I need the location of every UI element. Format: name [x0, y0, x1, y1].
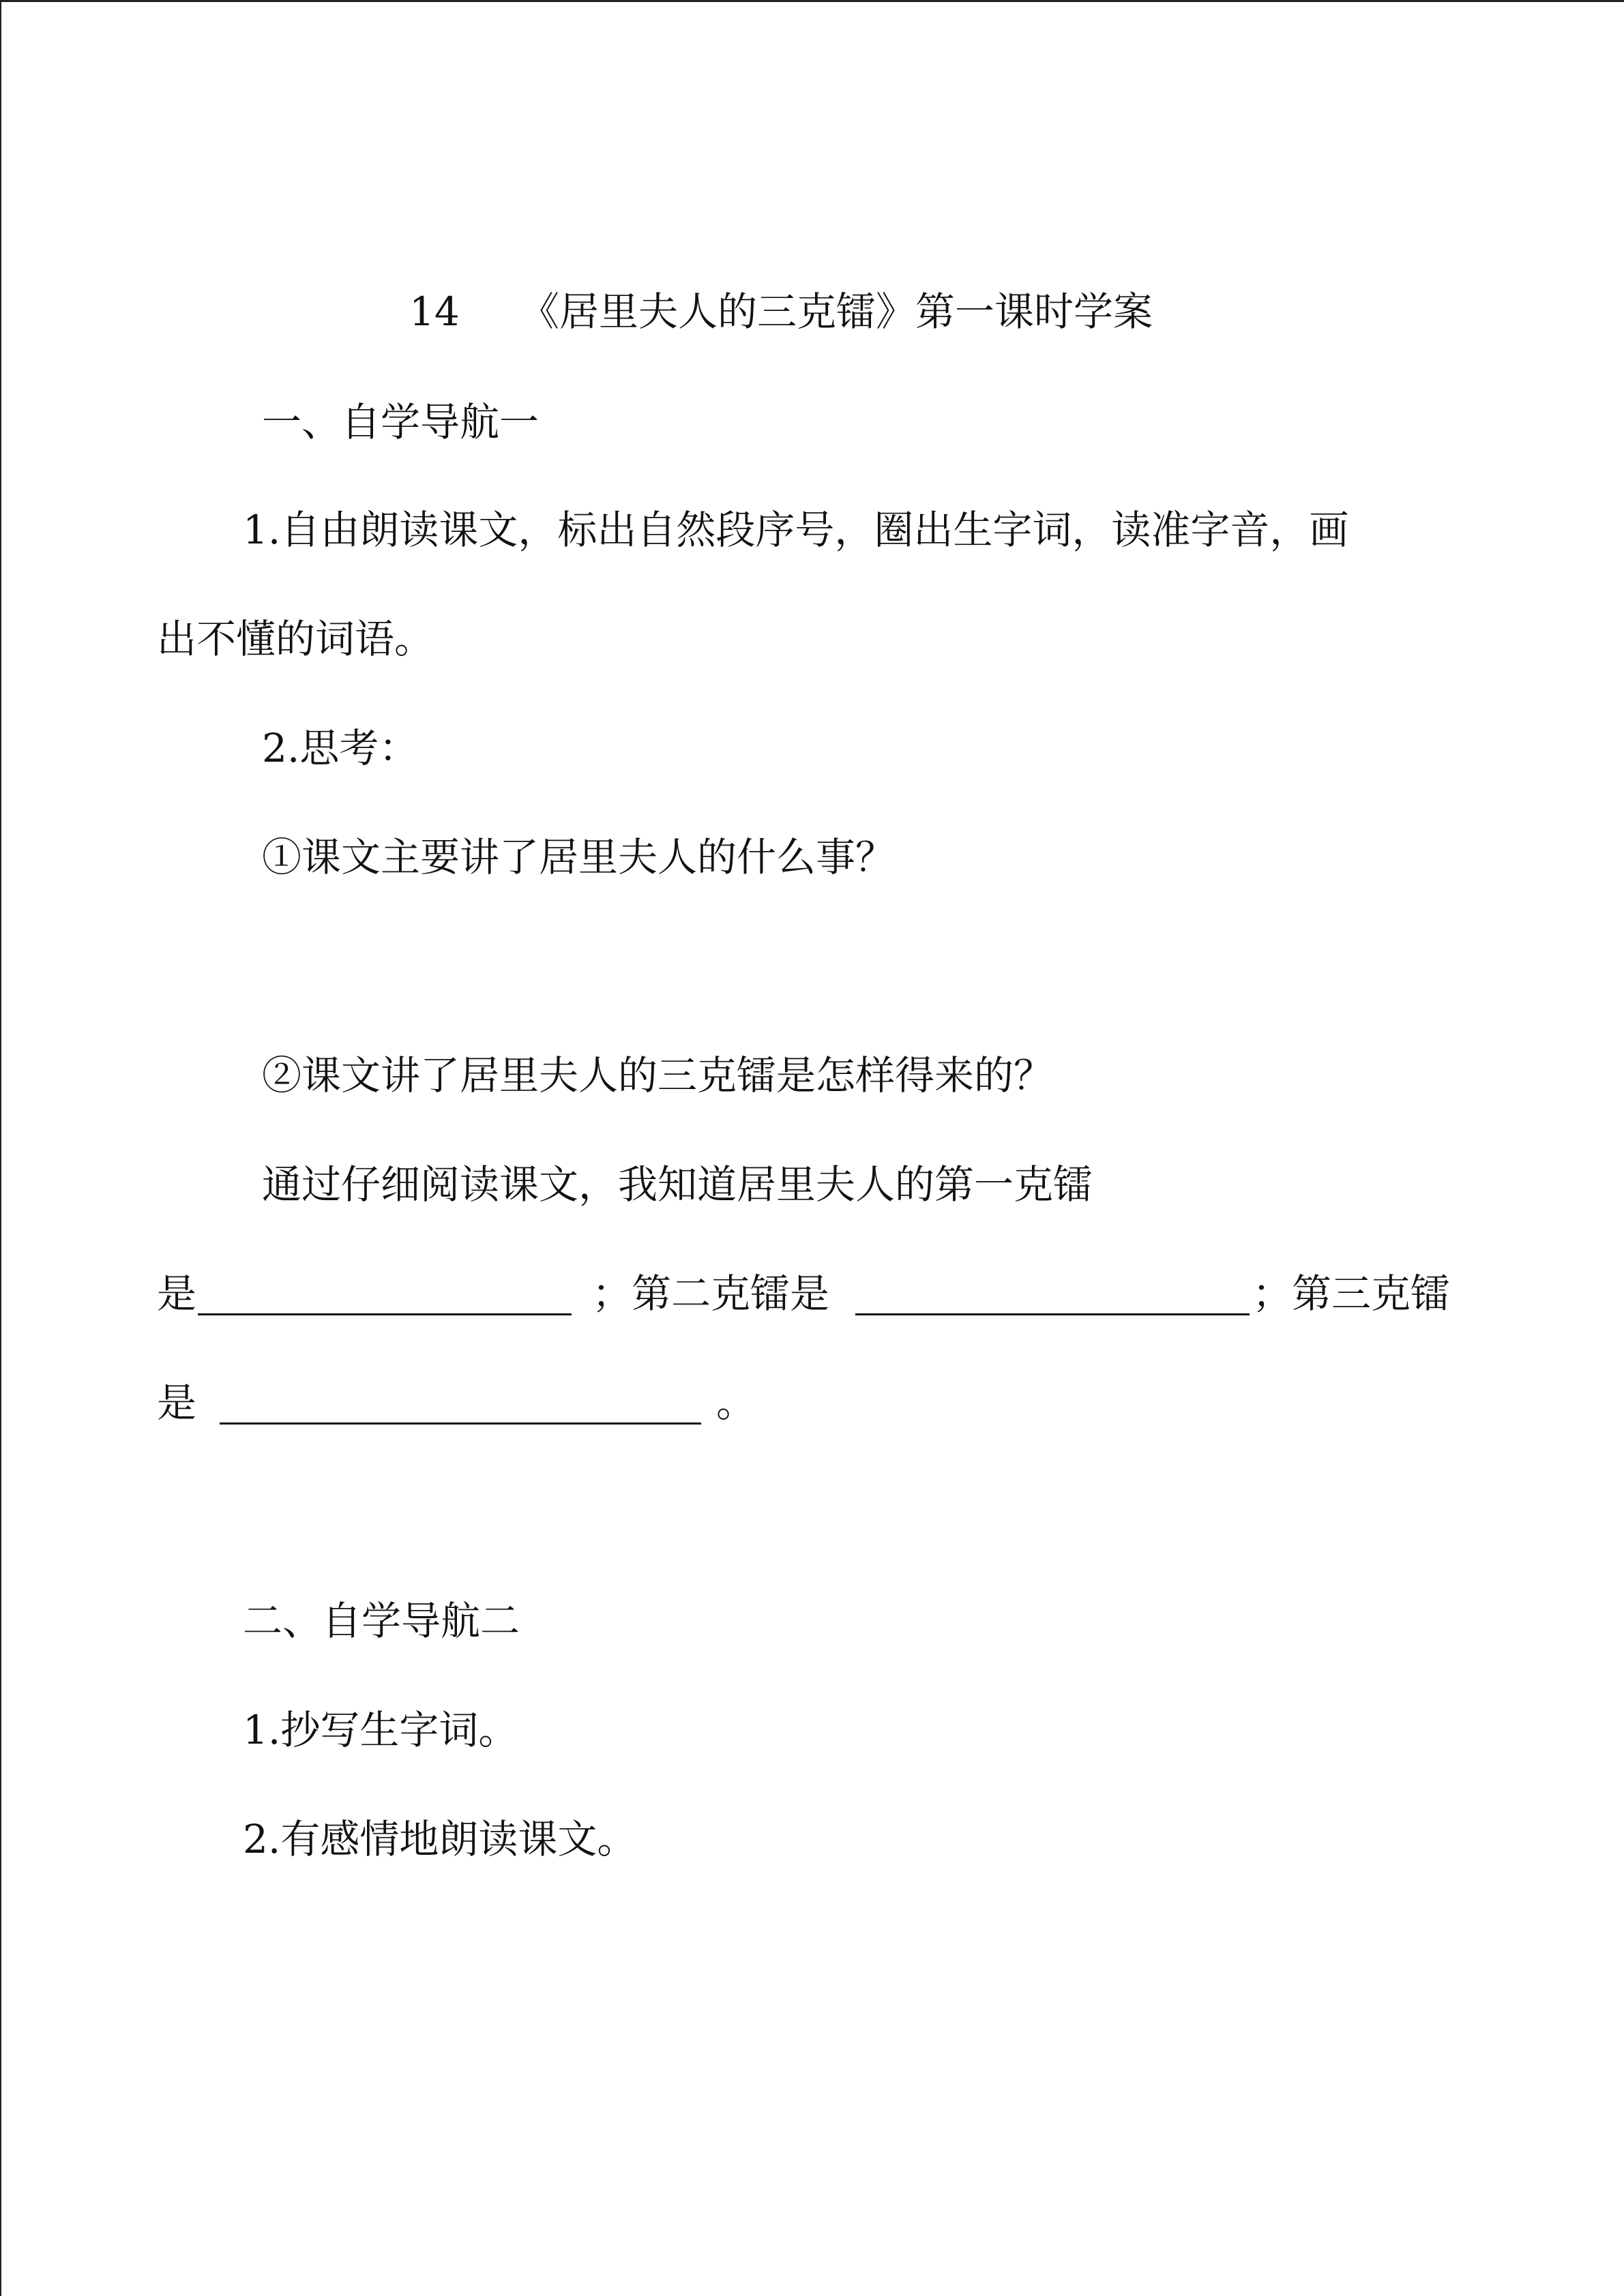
question-2: ②课文讲了居里夫人的三克镭是怎样得来的？: [262, 1052, 1054, 1099]
title-number: 14: [409, 288, 460, 335]
fill-label-shi-2: 是: [157, 1380, 197, 1426]
page-title: 《居里夫人的三克镭》第一课时学案: [520, 288, 1153, 335]
section1-item1-line1: 1.自由朗读课文，标出自然段序号，圈出生字词，读准字音，画: [243, 507, 1349, 553]
fill-blank-2[interactable]: [855, 1313, 1250, 1315]
section1-item1-line2: 出不懂的词语。: [157, 616, 434, 662]
fill-blank-1[interactable]: [198, 1313, 572, 1315]
fill-intro: 通过仔细阅读课文，我知道居里夫人的第一克镭: [262, 1161, 1093, 1208]
section1-heading: 一、自学导航一: [262, 399, 540, 445]
section2-heading: 二、自学导航二: [243, 1598, 520, 1644]
section1-item2: 2.思考：: [262, 725, 419, 771]
section2-item2: 2.有感情地朗读课文。: [243, 1816, 637, 1862]
fill-label-third: ；第三克镭: [1252, 1270, 1451, 1317]
section2-item1: 1.抄写生字词。: [243, 1707, 518, 1753]
fill-label-shi-1: 是: [157, 1270, 197, 1317]
fill-label-second: ；第二克镭是: [592, 1270, 830, 1317]
fill-blank-3[interactable]: [220, 1422, 701, 1425]
fill-end-period: 。: [716, 1380, 756, 1426]
question-1: ①课文主要讲了居里夫人的什么事？: [262, 834, 896, 880]
